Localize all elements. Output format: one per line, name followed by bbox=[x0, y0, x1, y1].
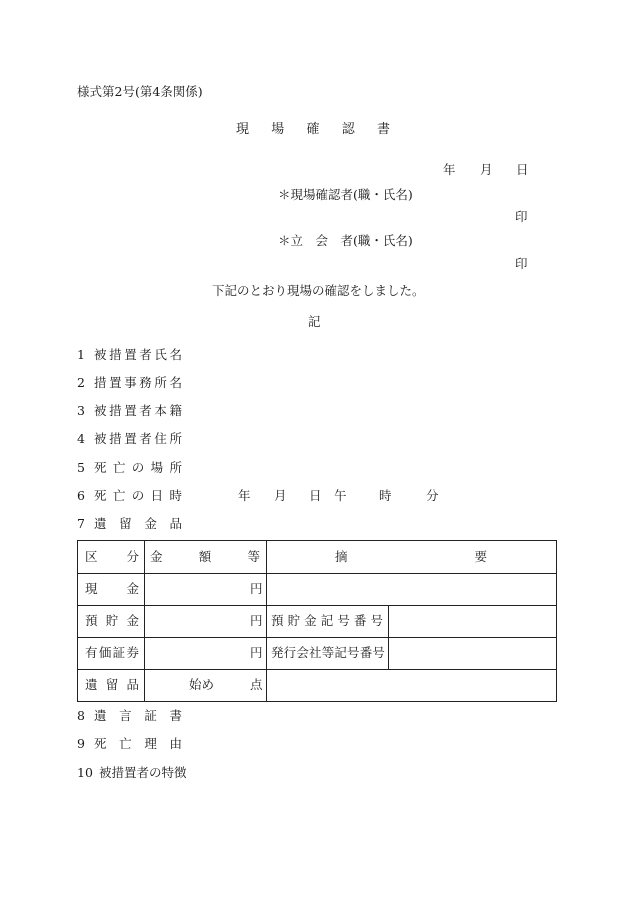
label-char: 金 bbox=[150, 549, 163, 564]
label-char: 証 bbox=[144, 708, 157, 723]
item-label bbox=[94, 462, 182, 475]
label-char: 証 bbox=[112, 645, 126, 660]
item-number: 3 bbox=[77, 403, 85, 418]
label-char: 日 bbox=[150, 488, 164, 503]
label-char: 措 bbox=[109, 403, 122, 418]
label-char: 区 bbox=[85, 549, 98, 564]
label-char: 号 bbox=[370, 613, 383, 628]
item-label bbox=[94, 518, 182, 531]
label-char: 預 bbox=[271, 613, 284, 628]
label-char: 被 bbox=[94, 431, 107, 446]
header-summary bbox=[335, 551, 487, 564]
label-char: 会 bbox=[296, 645, 309, 660]
row-category bbox=[85, 647, 139, 660]
label-char: 死 bbox=[94, 460, 107, 475]
form-id: 様式第2号(第4条関係) bbox=[77, 84, 203, 99]
label-char: 遺 bbox=[94, 516, 107, 531]
item-number: 1 bbox=[77, 347, 85, 362]
label-char: 品 bbox=[169, 516, 182, 531]
label-char: 分 bbox=[126, 549, 139, 564]
label-char: 貯 bbox=[105, 613, 119, 628]
item-number: 2 bbox=[77, 375, 85, 390]
label-char: 記 bbox=[320, 613, 334, 628]
label-char: 亡 bbox=[112, 488, 126, 503]
label-char: 遺 bbox=[85, 677, 98, 692]
label-char: の bbox=[131, 488, 145, 503]
label-char: 被 bbox=[94, 403, 107, 418]
death-year: 年 bbox=[238, 488, 251, 503]
label-char: 金 bbox=[304, 613, 317, 628]
label-char: 亡 bbox=[112, 460, 126, 475]
item-number: 8 bbox=[77, 708, 85, 723]
item-number: 5 bbox=[77, 460, 85, 475]
item-number: 7 bbox=[77, 516, 85, 531]
label-char: 預 bbox=[85, 613, 98, 628]
label-char: 場 bbox=[150, 460, 164, 475]
item-label bbox=[94, 738, 182, 751]
row-note-label bbox=[271, 647, 385, 660]
item-label bbox=[94, 490, 182, 503]
row-unit: 円 bbox=[250, 581, 263, 596]
label-char: 留 bbox=[119, 516, 132, 531]
label-char: 籍 bbox=[169, 403, 182, 418]
item-number: 6 bbox=[77, 488, 85, 503]
death-ampm: 午 bbox=[334, 488, 347, 503]
label-char: 名 bbox=[169, 375, 182, 390]
label-char: 金 bbox=[126, 581, 139, 596]
label-char: 号 bbox=[347, 645, 360, 660]
label-char: 置 bbox=[124, 347, 137, 362]
death-minute: 分 bbox=[426, 488, 439, 503]
label-char: 行 bbox=[283, 645, 297, 660]
property-table bbox=[77, 540, 557, 702]
title-char: 場 bbox=[271, 122, 285, 137]
label-char: 事 bbox=[124, 375, 137, 390]
label-char: 置 bbox=[124, 403, 137, 418]
label-char: 置 bbox=[109, 375, 122, 390]
label-char: 名 bbox=[169, 347, 182, 362]
label-char: 書 bbox=[169, 708, 182, 723]
label-char: 記 bbox=[334, 645, 347, 660]
label-char: 要 bbox=[474, 549, 487, 564]
label-char: 金 bbox=[126, 613, 139, 628]
label-char: 番 bbox=[359, 645, 373, 660]
date-month: 月 bbox=[480, 162, 493, 177]
label-char: 被 bbox=[94, 347, 107, 362]
label-char: 所 bbox=[169, 460, 182, 475]
label-char: 者 bbox=[139, 347, 152, 362]
label-char: 死 bbox=[94, 736, 107, 751]
death-month: 月 bbox=[274, 488, 287, 503]
row-note-label bbox=[271, 615, 383, 628]
document-title bbox=[236, 123, 390, 136]
label-char: の bbox=[131, 460, 145, 475]
label-char: 務 bbox=[139, 375, 152, 390]
label-char: 遺 bbox=[94, 708, 107, 723]
label-char: 本 bbox=[154, 403, 167, 418]
label-char: 価 bbox=[98, 645, 112, 660]
label-char: 措 bbox=[94, 375, 107, 390]
title-char: 認 bbox=[341, 122, 355, 137]
item-label bbox=[94, 433, 182, 446]
label-char: 金 bbox=[144, 516, 157, 531]
death-day: 日 bbox=[309, 488, 322, 503]
row-unit: 点 bbox=[250, 677, 263, 692]
label-char: 措 bbox=[109, 431, 122, 446]
row-category bbox=[85, 615, 139, 628]
label-char: 氏 bbox=[154, 347, 167, 362]
label-char: 券 bbox=[126, 645, 139, 660]
title-char: 確 bbox=[306, 122, 320, 137]
label-char: 由 bbox=[169, 736, 182, 751]
label-char: 発 bbox=[271, 645, 284, 660]
label-char: 現 bbox=[85, 581, 98, 596]
label-char: 亡 bbox=[119, 736, 132, 751]
label-char: 号 bbox=[337, 613, 350, 628]
label-char: 貯 bbox=[287, 613, 301, 628]
label-char: 措 bbox=[109, 347, 122, 362]
label-char: 社 bbox=[309, 645, 322, 660]
label-char: 住 bbox=[154, 431, 167, 446]
ki-heading: 記 bbox=[308, 314, 321, 329]
seal-mark: 印 bbox=[515, 256, 528, 271]
label-char: 号 bbox=[372, 645, 385, 660]
witness-label: ＊立 会 者(職・氏名) bbox=[278, 233, 413, 248]
seal-mark: 印 bbox=[515, 209, 528, 224]
header-category bbox=[85, 551, 139, 564]
confirmer-label: ＊現場確認者(職・氏名) bbox=[278, 187, 413, 202]
label-char: 品 bbox=[126, 677, 139, 692]
label-char: 死 bbox=[94, 488, 107, 503]
label-char: 時 bbox=[169, 488, 182, 503]
title-char: 現 bbox=[236, 122, 250, 137]
row-unit: 円 bbox=[250, 645, 263, 660]
item-label bbox=[94, 710, 182, 723]
item-label bbox=[94, 349, 182, 362]
date-day: 日 bbox=[516, 162, 529, 177]
death-hour: 時 bbox=[379, 488, 392, 503]
title-char: 書 bbox=[376, 122, 390, 137]
item-number: 9 bbox=[77, 736, 85, 751]
intro-text: 下記のとおり現場の確認をしました。 bbox=[212, 283, 425, 298]
label-char: 等 bbox=[321, 645, 335, 660]
item-number: 10 bbox=[77, 765, 93, 780]
row-category bbox=[85, 583, 139, 596]
date-year: 年 bbox=[443, 162, 456, 177]
label-char: 置 bbox=[124, 431, 137, 446]
label-char: 者 bbox=[139, 431, 152, 446]
label-char: 所 bbox=[154, 375, 167, 390]
label-char: 摘 bbox=[335, 549, 348, 564]
item-label: 被措置者の特徴 bbox=[99, 765, 187, 780]
label-char: 理 bbox=[144, 736, 157, 751]
label-char: 所 bbox=[169, 431, 182, 446]
label-char: 額 bbox=[198, 549, 212, 564]
label-char: 言 bbox=[119, 708, 132, 723]
row-unit: 円 bbox=[250, 613, 263, 628]
label-char: 留 bbox=[105, 677, 119, 692]
item-label bbox=[94, 377, 182, 390]
item-label bbox=[94, 405, 182, 418]
header-amount bbox=[150, 551, 260, 564]
item-number: 4 bbox=[77, 431, 85, 446]
label-char: 有 bbox=[85, 645, 98, 660]
label-char: 者 bbox=[139, 403, 152, 418]
label-char: 番 bbox=[353, 613, 367, 628]
row-category bbox=[85, 679, 139, 692]
label-char: 等 bbox=[247, 549, 260, 564]
row-unit-prefix: 始め bbox=[189, 677, 215, 692]
